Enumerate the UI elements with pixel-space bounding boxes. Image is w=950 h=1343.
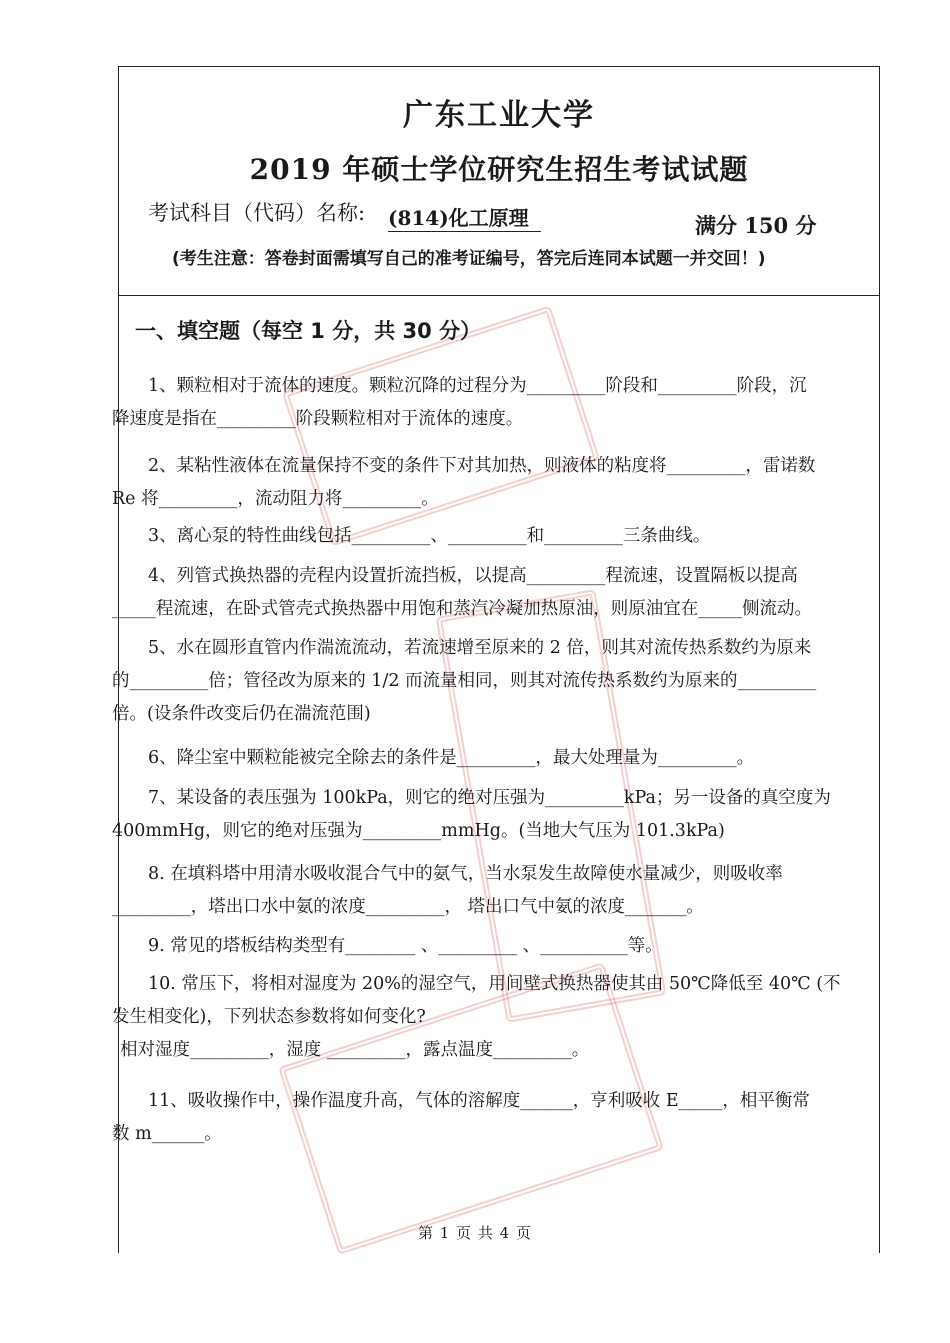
university-name: 广东工业大学	[403, 98, 595, 133]
question-line: 发生相变化)，下列状态参数将如何变化?	[112, 1007, 426, 1027]
question-line: 8. 在填料塔中用清水吸收混合气中的氨气，当水泵发生故障使水量减少，则吸收率	[148, 864, 783, 884]
question-4	[112, 560, 870, 626]
question-2	[112, 450, 870, 516]
question-5	[112, 632, 870, 731]
question-line: 2、某粘性液体在流量保持不变的条件下对其加热，则液体的粘度将_________，雷诺数	[148, 456, 816, 476]
question-line: 5、水在圆形直管内作湍流流动，若流速增至原来的 2 倍，则其对流传热系数约为原来	[148, 638, 812, 658]
candidate-notice: (考生注意：答卷封面需填写自己的准考证编号，答完后连同本试题一并交回！)	[172, 249, 766, 269]
question-line: 9. 常见的塔板结构类型有________ 、_________ 、__________等。	[148, 936, 663, 956]
question-line: _________，塔出口水中氨的浓度_________， 塔出口气中氨的浓度_______。	[112, 897, 704, 917]
question-line: 3、离心泵的特性曲线包括_________、_________和_________三条曲线。	[148, 526, 711, 546]
question-line: 倍。(设条件改变后仍在湍流范围)	[112, 704, 371, 724]
question-line: 相对湿度_________，湿度 _________，露点温度_________。	[120, 1040, 590, 1060]
question-line: _____程流速，在卧式管壳式换热器中用饱和蒸汽冷凝加热原油，则原油宜在_____侧流动。	[112, 599, 812, 619]
question-line: 1、颗粒相对于流体的速度。颗粒沉降的过程分为_________阶段和_________阶段，沉	[148, 376, 807, 396]
section-title: 一、填空题（每空 1 分，共 30 分）	[135, 319, 482, 343]
full-score: 满分 150 分	[695, 213, 817, 238]
question-line: 10. 常压下，将相对湿度为 20%的湿空气，用间壁式换热器使其由 50℃降低至 40℃ (不	[148, 974, 841, 994]
subject-label: 考试科目（代码）名称:	[148, 201, 366, 225]
question-line: 4、列管式换热器的壳程内设置折流挡板，以提高_________程流速，设置隔板以提高	[148, 566, 798, 586]
question-line: 400mmHg，则它的绝对压强为_________mmHg。(当地大气压为 101.3kPa)	[112, 821, 725, 841]
question-8	[112, 858, 870, 924]
question-line: Re 将_________，流动阻力将_________。	[112, 489, 439, 509]
question-line: 6、降尘室中颗粒能被完全除去的条件是_________，最大处理量为_________。	[148, 748, 755, 768]
question-line: 的_________倍；管径改为原来的 1/2 而流量相同，则其对流传热系数约为原来的_________	[112, 671, 817, 691]
question-6	[112, 742, 870, 775]
question-line: 11、吸收操作中，操作温度升高，气体的溶解度______，亨利吸收 E_____，相平衡常	[148, 1091, 810, 1111]
question-3	[112, 520, 870, 553]
header-divider	[118, 295, 880, 296]
subject-value: (814)化工原理	[388, 202, 541, 232]
question-11	[112, 1085, 870, 1151]
exam-title: 2019 年硕士学位研究生招生考试试题	[249, 153, 749, 186]
question-7	[112, 782, 870, 848]
question-1	[112, 370, 870, 436]
question-9	[112, 930, 870, 963]
question-line: 数 m______。	[112, 1124, 222, 1144]
question-10	[112, 968, 870, 1067]
question-line: 7、某设备的表压强为 100kPa，则它的绝对压强为_________kPa；另一设备的真空度为	[148, 788, 831, 808]
page-footer: 第 1 页 共 4 页	[418, 1224, 532, 1242]
question-line: 降速度是指在_________阶段颗粒相对于流体的速度。	[112, 409, 524, 429]
